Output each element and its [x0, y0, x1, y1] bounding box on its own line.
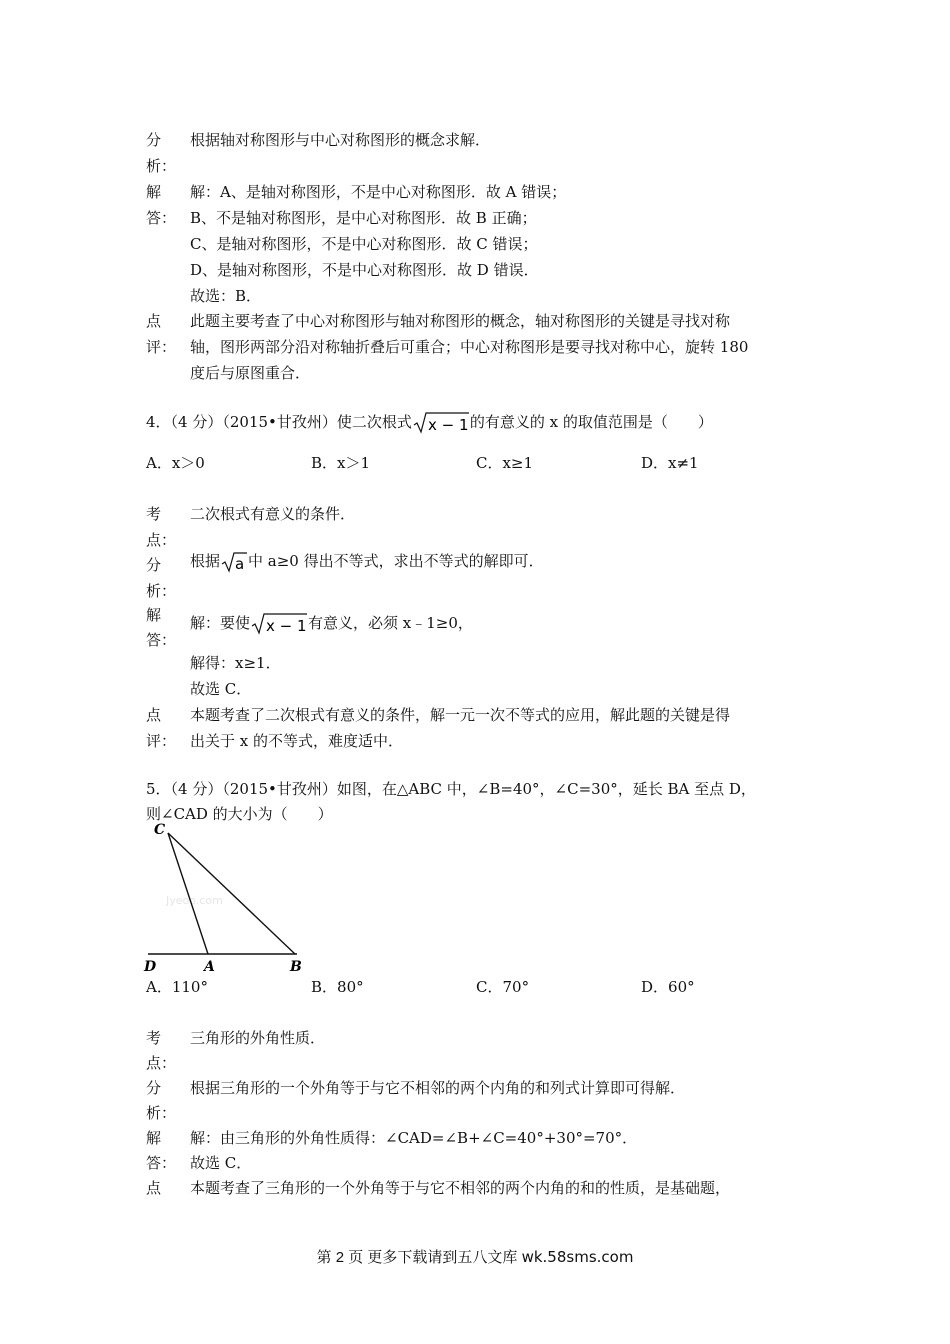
q5-comment-line: 本题考查了三角形的一个外角等于与它不相邻的两个内角的和的性质，是基础题， [190, 1179, 731, 1197]
q3-comment-label: 点 [146, 312, 162, 330]
q4-option-b: B．x＞1 [311, 454, 371, 472]
q4-analysis-radicand: a [235, 555, 245, 573]
q4-option-a: A．x＞0 [146, 454, 205, 472]
q4-analysis-text: 根据 a 中 a≥0 得出不等式，求出不等式的解即可． [190, 552, 544, 573]
q5-stem-line: 5．（4 分）（2015•甘孜州）如图，在△ABC 中，∠B=40°，∠C=30°，延长 BA 至点 D， [146, 780, 756, 798]
q4-answer-label: 解 [146, 606, 162, 624]
footer-page-text: 第 2 页 更多下载请到五八文库 [316, 1249, 518, 1266]
q5-point-label: 点： [146, 1054, 177, 1072]
q4-stem-suffix: 的有意义的 x 的取值范围是（ ） [469, 413, 713, 431]
label-c: C [154, 822, 166, 838]
q4-point-label: 点： [146, 531, 177, 549]
q3-analysis-text: 根据轴对称图形与中心对称图形的概念求解． [190, 131, 491, 149]
q5-answer-line: 故选 C． [190, 1154, 252, 1172]
q4-point-label: 考 [146, 505, 162, 523]
q5-analysis-label: 析： [146, 1104, 177, 1122]
q4-comment-label: 评： [146, 732, 177, 750]
q3-analysis-label: 分 [146, 131, 162, 149]
q4-answer-line: 解得：x≥1． [190, 654, 281, 672]
q3-comment-line: 轴，图形两部分沿对称轴折叠后可重合；中心对称图形是要寻找对称中心，旋转 180 [190, 338, 749, 356]
q4-radicand: x − 1 [427, 416, 469, 434]
q4-answer-label: 答： [146, 631, 177, 649]
q3-answer-label: 解 [146, 183, 162, 201]
q3-answer-line: 解：A、是轴对称图形，不是中心对称图形．故 A 错误； [190, 183, 567, 201]
q4-point-text: 二次根式有意义的条件． [190, 505, 356, 523]
q3-comment-line: 此题主要考查了中心对称图形与轴对称图形的概念，轴对称图形的关键是寻找对称 [190, 312, 731, 330]
page-footer [0, 1246, 950, 1267]
q4-comment-label: 点 [146, 706, 162, 724]
q4-stem-prefix: 4．（4 分）（2015•甘孜州）使二次根式 [146, 413, 412, 431]
figure-watermark: Jyeoo.com [166, 894, 223, 907]
q5-answer-line: 解：由三角形的外角性质得：∠CAD=∠B+∠C=40°+30°=70°． [190, 1129, 638, 1147]
q4-option-c: C．x≥1 [476, 454, 534, 472]
q5-analysis-text: 根据三角形的一个外角等于与它不相邻的两个内角的和列式计算即可得解． [190, 1079, 686, 1097]
q5-option-d: D．60° [641, 978, 695, 996]
q5-point-text: 三角形的外角性质． [190, 1029, 326, 1047]
q5-answer-label: 答： [146, 1154, 177, 1172]
q4-comment-line: 出关于 x 的不等式，难度适中． [190, 732, 403, 750]
q5-analysis-label: 分 [146, 1079, 162, 1097]
q4-option-d: D．x≠1 [641, 454, 699, 472]
sqrt-symbol [250, 612, 308, 636]
footer-link[interactable]: wk.58sms.com [521, 1248, 634, 1266]
q4-answer-first: 解：要使 x − 1 有意义，必须 x﹣1≥0， [190, 614, 473, 635]
q5-option-b: B．80° [311, 978, 364, 996]
triangle-figure [140, 818, 310, 978]
q4-comment-line: 本题考查了二次根式有意义的条件，解一元一次不等式的应用，解此题的关键是得 [190, 706, 731, 724]
q3-analysis-label: 析： [146, 157, 177, 175]
q5-option-c: C．70° [476, 978, 530, 996]
q3-answer-line: C、是轴对称图形，不是中心对称图形．故 C 错误； [190, 235, 538, 253]
q4-answer-radicand: x − 1 [266, 617, 307, 635]
label-b: B [290, 959, 302, 975]
q3-answer-line: D、是轴对称图形，不是中心对称图形．故 D 错误． [190, 261, 539, 279]
label-d: D [144, 959, 157, 975]
q5-point-label: 考 [146, 1029, 162, 1047]
q3-answer-line: B、不是轴对称图形，是中心对称图形．故 B 正确； [190, 209, 537, 227]
q4-analysis-label: 分 [146, 556, 162, 574]
label-a: A [204, 959, 215, 975]
sqrt-symbol [412, 411, 470, 435]
q4-answer-line: 故选 C． [190, 680, 252, 698]
q3-answer-line: 故选：B． [190, 287, 262, 305]
q5-answer-label: 解 [146, 1129, 162, 1147]
q3-comment-line: 度后与原图重合． [190, 364, 311, 382]
q3-comment-label: 评： [146, 338, 177, 356]
q5-stem-line: 则∠CAD 的大小为（ ） [146, 805, 333, 823]
q5-comment-label: 点 [146, 1179, 162, 1197]
q5-option-a: A．110° [146, 978, 208, 996]
sqrt-symbol [220, 550, 248, 574]
q4-analysis-label: 析： [146, 582, 177, 600]
q4-stem [146, 411, 713, 435]
q3-answer-label: 答： [146, 209, 177, 227]
